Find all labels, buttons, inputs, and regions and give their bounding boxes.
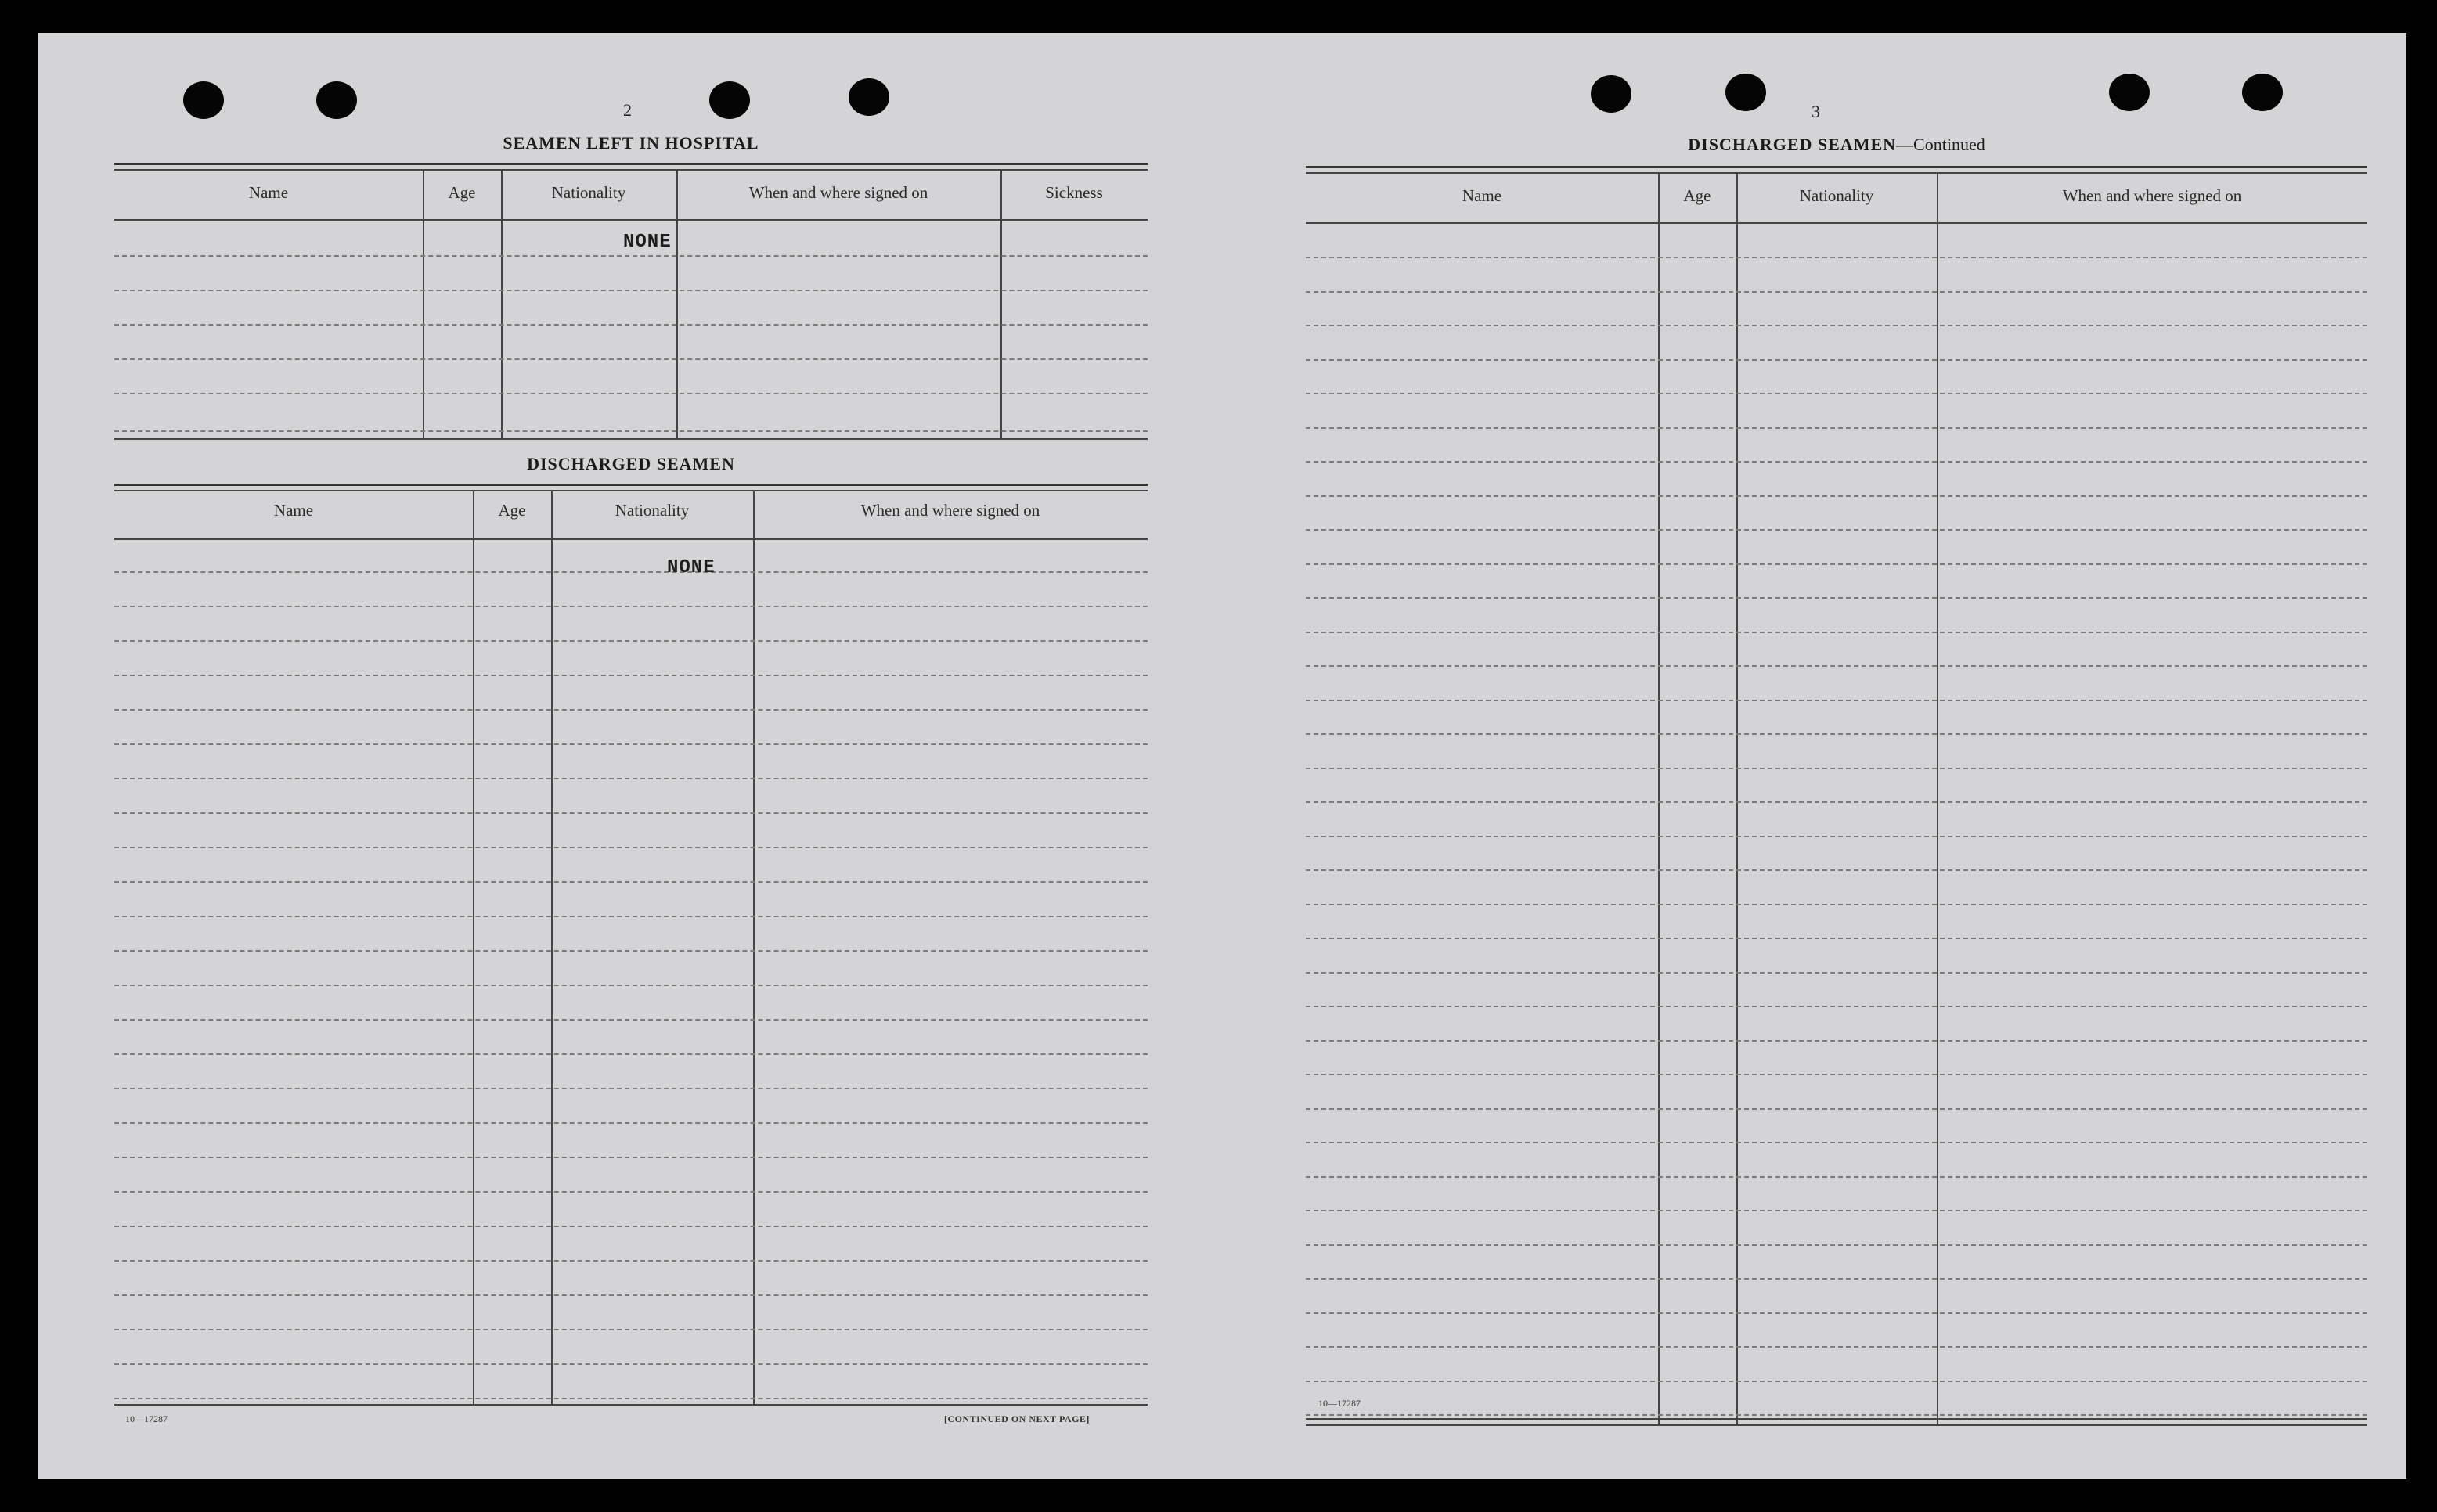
ruled-row-line — [114, 1260, 1148, 1262]
ruled-row-line — [114, 1191, 1148, 1193]
ruled-row-line — [1306, 1074, 2367, 1075]
column-header-signed-on: When and where signed on — [2062, 186, 2242, 205]
ruled-row-line — [114, 1019, 1148, 1021]
ruled-row-line — [1306, 529, 2367, 531]
ruled-row-line — [1306, 904, 2367, 905]
ruled-row-line — [1306, 495, 2367, 497]
title-main: DISCHARGED SEAMEN — [1688, 135, 1897, 154]
ruled-row-line — [114, 1157, 1148, 1158]
ruled-row-line — [114, 1294, 1148, 1296]
column-header-name: Name — [248, 183, 289, 202]
punch-hole — [2242, 74, 2283, 111]
column-header-nationality: Nationality — [551, 183, 626, 202]
column-header-nationality: Nationality — [615, 501, 690, 520]
column-header-nationality: Nationality — [1799, 186, 1874, 205]
ruled-row-line — [1306, 359, 2367, 361]
column-header-age: Age — [498, 501, 526, 520]
ruled-row-line — [114, 1226, 1148, 1227]
discharged-entry-none: NONE — [667, 557, 716, 578]
ruled-row-line — [1306, 972, 2367, 974]
ruled-row-line — [114, 812, 1148, 814]
ruled-row-line — [1306, 1312, 2367, 1314]
column-header-signed-on: When and where signed on — [748, 183, 928, 202]
column-header-sickness: Sickness — [1045, 183, 1103, 202]
ruled-row-line — [1306, 1414, 2367, 1416]
discharged-table-left — [114, 484, 1148, 1442]
page-number-left: 2 — [623, 100, 632, 120]
column-header-name: Name — [273, 501, 314, 520]
ruled-row-line — [1306, 1142, 2367, 1143]
ruled-row-line — [1306, 1108, 2367, 1110]
ruled-row-line — [114, 950, 1148, 952]
ruled-row-line — [1306, 869, 2367, 871]
ruled-row-line — [114, 1053, 1148, 1055]
ruled-row-line — [1306, 733, 2367, 735]
column-header-age: Age — [448, 183, 476, 202]
ruled-row-line — [1306, 461, 2367, 463]
ruled-row-line — [1306, 665, 2367, 667]
ruled-row-line — [114, 709, 1148, 711]
ruled-row-line — [1306, 427, 2367, 429]
ruled-row-line — [1306, 597, 2367, 599]
hospital-entry-none: NONE — [623, 232, 672, 253]
ruled-row-line — [1306, 836, 2367, 837]
hospital-table — [114, 163, 1148, 476]
title-continued: —Continued — [1896, 135, 1985, 154]
form-number-right: 10—17287 — [1318, 1398, 1361, 1409]
punch-hole — [2109, 74, 2150, 111]
ruled-row-line — [114, 743, 1148, 745]
ruled-row-line — [1306, 393, 2367, 394]
ruled-row-line — [114, 1122, 1148, 1124]
document-page — [38, 33, 2406, 1479]
ruled-row-line — [1306, 1006, 2367, 1007]
continued-note: [CONTINUED ON NEXT PAGE] — [944, 1413, 1090, 1424]
column-header-signed-on: When and where signed on — [860, 501, 1040, 520]
punch-hole — [709, 81, 750, 119]
discharged-section-title: DISCHARGED SEAMEN — [527, 454, 735, 473]
ruled-row-line — [114, 571, 1148, 573]
ruled-row-line — [114, 1088, 1148, 1089]
discharged-table-right — [1306, 166, 2367, 1426]
ruled-row-line — [1306, 1381, 2367, 1382]
punch-hole — [849, 78, 889, 116]
ruled-row-line — [114, 1329, 1148, 1330]
ruled-row-line — [114, 675, 1148, 676]
ruled-row-line — [114, 640, 1148, 642]
ruled-row-line — [114, 1363, 1148, 1365]
column-header-age: Age — [1683, 186, 1711, 205]
punch-hole — [183, 81, 224, 119]
page-number-right: 3 — [1812, 102, 1820, 121]
punch-hole — [1591, 75, 1631, 113]
ruled-row-line — [1306, 257, 2367, 258]
ruled-row-line — [1306, 1346, 2367, 1348]
ruled-row-line — [1306, 938, 2367, 939]
ruled-row-line — [1306, 1278, 2367, 1280]
column-header-name: Name — [1462, 186, 1502, 205]
ruled-row-line — [114, 847, 1148, 848]
ruled-row-line — [1306, 563, 2367, 565]
ruled-row-line — [1306, 1176, 2367, 1178]
ruled-row-line — [114, 606, 1148, 607]
ruled-row-line — [1306, 768, 2367, 769]
ruled-row-line — [1306, 801, 2367, 803]
ruled-row-line — [114, 916, 1148, 917]
ruled-row-line — [114, 778, 1148, 779]
discharged-continued-title — [1306, 135, 2367, 155]
ruled-row-line — [114, 881, 1148, 883]
form-number-left: 10—17287 — [125, 1413, 168, 1424]
ruled-row-line — [114, 985, 1148, 986]
ruled-row-line — [1306, 1244, 2367, 1246]
punch-hole — [1725, 74, 1766, 111]
punch-hole — [316, 81, 357, 119]
ruled-row-line — [1306, 291, 2367, 293]
ruled-row-line — [1306, 632, 2367, 633]
ruled-row-line — [1306, 325, 2367, 326]
hospital-section-title: SEAMEN LEFT IN HOSPITAL — [503, 133, 759, 153]
ruled-row-line — [1306, 1040, 2367, 1042]
ruled-row-line — [1306, 1210, 2367, 1211]
ruled-row-line — [114, 1398, 1148, 1399]
ruled-row-line — [1306, 700, 2367, 701]
